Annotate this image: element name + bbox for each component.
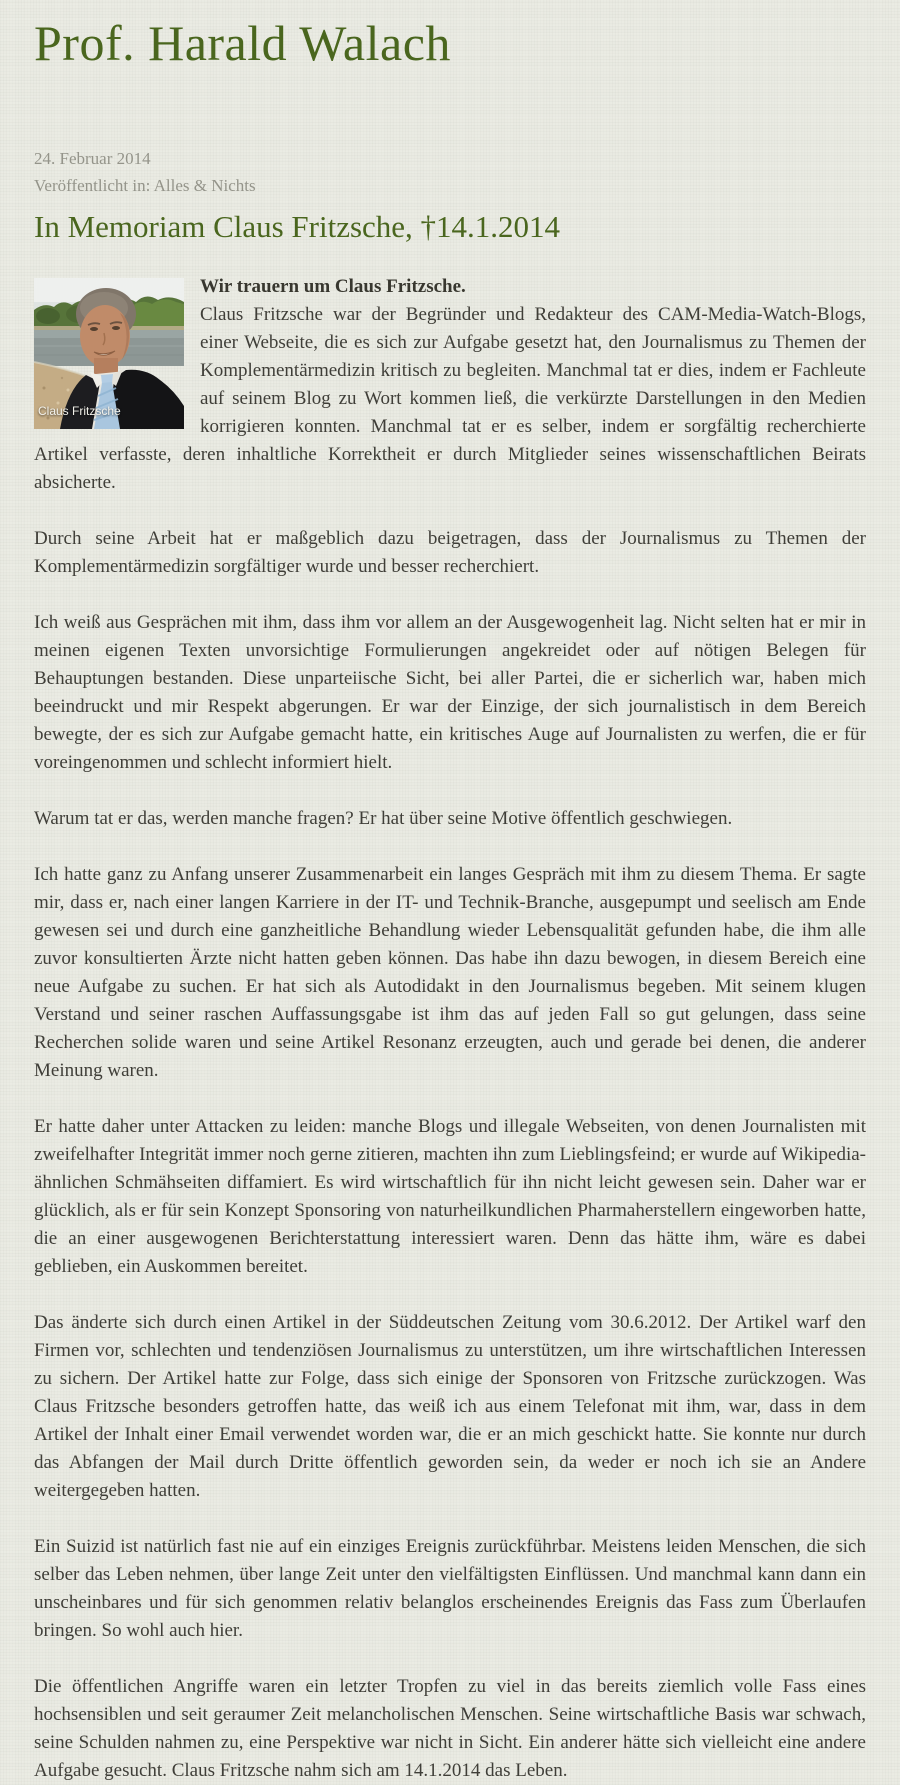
lead-paragraph-text: Claus Fritzsche war der Begründer und Redakteur des CAM-Media-Watch-Blogs, einer Webseite, die es sich zur Aufgabe gesetzt hat, den Journalismus zu Themen der Komplementärmedizin kritisch zu begleiten. Manchmal tat er dies, indem er Fachleute auf seinem Blog zu Wort kommen ließ, die verkürzte Darstellungen in den Medien korrigieren konnten. Manchmal tat er es selber, indem er sorgfältig recherchierte Artikel verfasste, deren inhaltliche Korrektheit er durch Mitglieder seines wissenschaftlichen Beirats absicherte. — [34, 304, 866, 493]
category-link[interactable]: Alles & Nichts — [153, 176, 256, 195]
post-meta — [34, 145, 866, 199]
post-date: 24. Februar 2014 — [34, 149, 151, 168]
article — [34, 145, 866, 1785]
paragraph: Ein Suizid ist natürlich fast nie auf ein einziges Ereignis zurückführbar. Meistens leiden Menschen, die sich selber das Leben nehmen, über lange Zeit unter den vielfältigsten Einflüssen. Und manchmal kann dann ein unscheinbares und für sich genommen relativ belanglos erscheinendes Ereignis das Fass zum Überlaufen bringen. So wohl auch hier. — [34, 1536, 866, 1641]
site-header — [34, 16, 866, 71]
paragraph: Das änderte sich durch einen Artikel in der Süddeutschen Zeitung vom 30.6.2012. Der Artikel warf den Firmen vor, schlechten und tendenziösen Journalismus zu unterstützen, um ihre wirtschaftlichen Interessen zu sichern. Der Artikel hatte zur Folge, dass sich einige der Sponsoren von Fritzsche zurückzogen. Was Claus Fritzsche besonders getroffen hatte, das weiß ich aus einem Telefonat mit ihm, war, dass in dem Artikel der Inhalt einer Email verwendet worden war, die er an mich geschickt hatte. Sie konnte nur durch das Abfangen der Mail durch Dritte öffentlich geworden sein, da weder er noch ich sie an Andere weitergegeben hatten. — [34, 1312, 866, 1501]
paragraph: Ich weiß aus Gesprächen mit ihm, dass ihm vor allem an der Ausgewogenheit lag. Nicht selten hat er mir in meinen eigenen Texten unvorsichtige Formulierungen angekreidet oder auf nötigen Belegen für Behauptungen bestanden. Diese unparteiische Sicht, bei aller Partei, die er sicherlich war, haben mich beeindruckt und mir Respekt abgerungen. Er war der Einzige, der sich journalistisch in dem Bereich bewegte, der es sich zur Aufgabe gemacht hatte, ein kritisches Auge auf Journalisten zu werfen, die er für voreingenommen und schlecht informiert hielt. — [34, 612, 866, 773]
photo-caption: Claus Fritzsche — [38, 404, 121, 418]
post-title: In Memoriam Claus Fritzsche, †14.1.2014 — [34, 209, 561, 244]
published-in-label: Veröffentlicht in: — [34, 176, 151, 195]
paragraph: Warum tat er das, werden manche fragen? Er hat über seine Motive öffentlich geschwiegen. — [34, 808, 733, 829]
site-title[interactable]: Prof. Harald Walach — [34, 15, 451, 71]
paragraph: Durch seine Arbeit hat er maßgeblich dazu beigetragen, dass der Journalismus zu Themen der Komplementärmedizin sorgfältiger wurde und besser recherchiert. — [34, 528, 866, 577]
post-category-line — [34, 172, 866, 199]
post-body — [34, 273, 866, 1785]
lead-bold-text: Wir trauern um Claus Fritzsche. — [200, 276, 466, 297]
paragraph: Er hatte daher unter Attacken zu leiden: manche Blogs und illegale Webseiten, von denen Journalisten mit zweifelhafter Integrität immer noch gerne zitieren, machten ihn zum Lieblingsfeind; er wurde auf Wikipedia-ähnlichen Schmähseiten diffamiert. Es wird wirtschaftlich für ihn nicht leicht gewesen sein. Daher war er glücklich, als er für sein Konzept Sponsoring von naturheilkundlichen Pharmaherstellern eingeworben hatte, die an einer ausgewogenen Berichterstattung interessiert waren. Denn das hätte ihm, wäre es dabei geblieben, ein Auskommen bereitet. — [34, 1116, 866, 1277]
paragraph: Die öffentlichen Angriffe waren ein letzter Tropfen zu viel in das bereits ziemlich volle Fass eines hochsensiblen und seit geraumer Zeit melancholischen Menschen. Seine wirtschaftliche Basis war schwach, seine Schulden nahmen zu, eine Perspektive war nicht in Sicht. Ein anderer hätte sich vielleicht eine andere Aufgabe gesucht. Claus Fritzsche nahm sich am 14.1.2014 das Leben. — [34, 1676, 866, 1781]
claus-fritzsche-photo — [34, 278, 184, 429]
paragraph: Ich hatte ganz zu Anfang unserer Zusammenarbeit ein langes Gespräch mit ihm zu diesem Thema. Er sagte mir, dass er, nach einer langen Karriere in der IT- und Technik-Branche, ausgepumpt und seelisch am Ende gewesen sei und durch eine ganzheitliche Behandlung wieder Lebensqualität gefunden habe, die ihm alle zuvor konsultierten Ärzte nicht hatten geben können. Das habe ihn dazu bewogen, in diesem Bereich eine neue Aufgabe zu suchen. Er hat sich als Autodidakt in den Journalismus begeben. Mit seinem klugen Verstand und seiner raschen Auffassungsgabe ist ihm das auf jeden Fall so gut gelungen, dass seine Recherchen solide waren und seine Artikel Resonanz erzeugten, auch und gerade bei denen, die anderer Meinung waren. — [34, 864, 866, 1081]
